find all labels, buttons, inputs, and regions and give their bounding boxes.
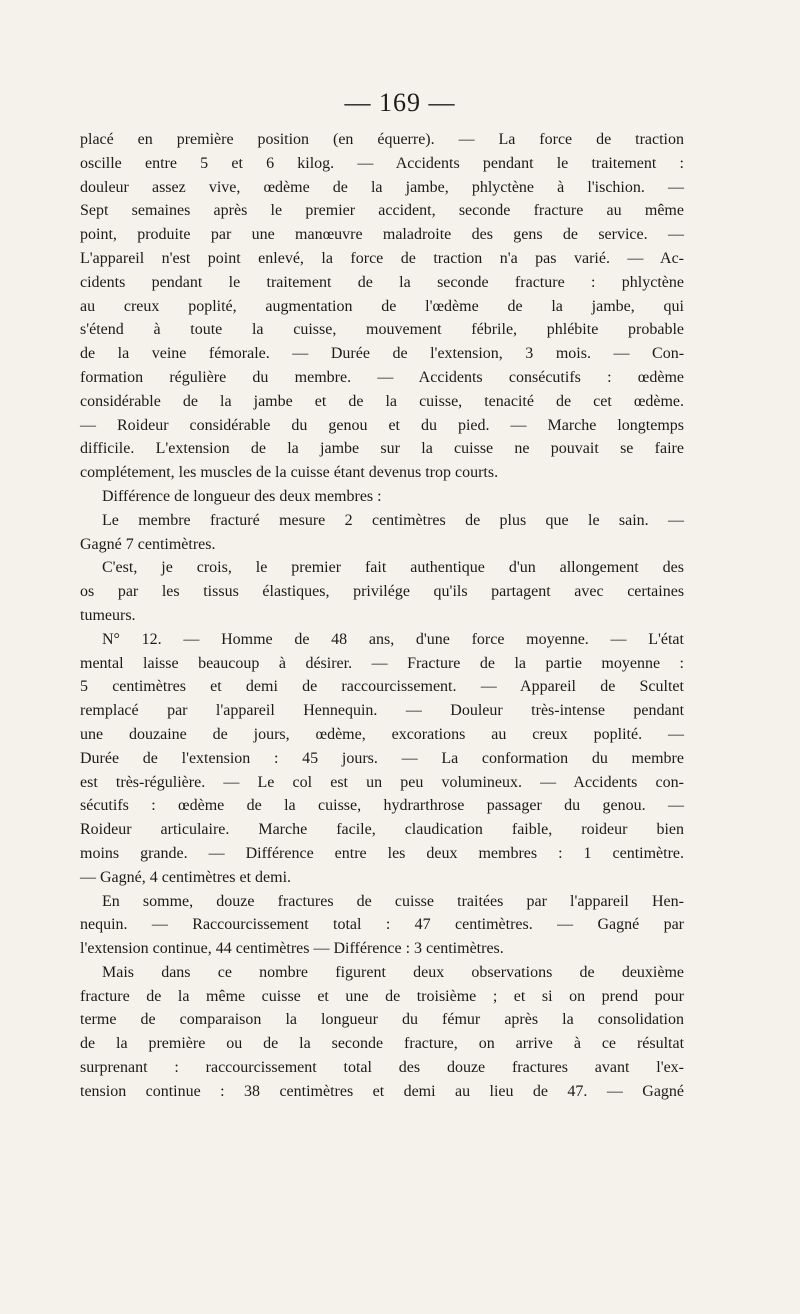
text-line: Différence de longueur des deux membres : [102, 487, 382, 505]
text-line: difficile. L'extension de la jambe sur la cuisse ne pouvait se faire [80, 440, 684, 458]
text-line: En somme, douze fractures de cuisse traitées par l'appareil Hen- [102, 892, 684, 910]
page-number: — 169 — [344, 88, 456, 117]
text-line: s'étend à toute la cuisse, mouvement fébrile, phlébite probable [80, 321, 684, 339]
text-line: surprenant : raccourcissement total des douze fractures avant l'ex- [80, 1059, 685, 1077]
text-line: 5 centimètres et demi de raccourcissement. — Appareil de Scultet [80, 678, 684, 696]
text-line: point, produite par une manœuvre maladroite des gens de service. — [80, 226, 684, 244]
text-line: de la première ou de la seconde fracture, on arrive à ce résultat [80, 1035, 685, 1053]
text-line: fracture de la même cuisse et une de troisième ; et si on prend pour [80, 987, 684, 1005]
text-line: N° 12. — Homme de 48 ans, d'une force moyenne. — L'état [102, 630, 684, 648]
text-line: os par les tissus élastiques, privilége qu'ils partagent avec certaines [80, 583, 685, 601]
text-line: L'appareil n'est point enlevé, la force de traction n'a pas varié. — Ac- [80, 249, 685, 267]
page-body-text [80, 131, 684, 1107]
text-line: oscille entre 5 et 6 kilog. — Accidents pendant le traitement : [80, 154, 684, 172]
text-line: moins grande. — Différence entre les deux membres : 1 centimètre. [80, 844, 685, 862]
text-line: nequin. — Raccourcissement total : 47 centimètres. — Gagné par [80, 916, 684, 934]
text-line: considérable de la jambe et de la cuisse, tenacité de cet œdème. [80, 392, 685, 410]
text-line: douleur assez vive, œdème de la jambe, phlyctène à l'ischion. — [80, 178, 684, 196]
text-line: tumeurs. [80, 606, 136, 624]
text-line: Durée de l'extension : 45 jours. — La conformation du membre [80, 749, 684, 767]
text-line: une douzaine de jours, œdème, excorations au creux poplité. — [80, 725, 684, 743]
text-line: Le membre fracturé mesure 2 centimètres de plus que le sain. — [102, 511, 685, 529]
text-line: — Roideur considérable du genou et du pied. — Marche longtemps [80, 416, 685, 434]
text-line: mental laisse beaucoup à désirer. — Fracture de la partie moyenne : [80, 654, 684, 672]
text-line: remplacé par l'appareil Hennequin. — Douleur très-intense pendant [80, 702, 685, 720]
text-line: Mais dans ce nombre figurent deux observations de deuxième [102, 963, 685, 981]
text-line: terme de comparaison la longueur du fémur après la consolidation [80, 1011, 684, 1029]
text-line: Roideur articulaire. Marche facile, claudication faible, roideur bien [80, 821, 684, 839]
text-line: Gagné 7 centimètres. [80, 535, 216, 553]
text-line: sécutifs : œdème de la cuisse, hydrarthrose passager du genou. — [80, 797, 685, 815]
text-line: placé en première position (en équerre). — La force de traction [80, 131, 684, 148]
text-line: l'extension continue, 44 centimètres — Différence : 3 centimètres. [80, 940, 504, 958]
text-line: — Gagné, 4 centimètres et demi. [80, 868, 292, 886]
text-line: est très-régulière. — Le col est un peu volumineux. — Accidents con- [80, 773, 684, 791]
text-line: au creux poplité, augmentation de l'œdème de la jambe, qui [80, 297, 684, 315]
text-line: C'est, je crois, le premier fait authentique d'un allongement des [102, 559, 684, 577]
text-line: Sept semaines après le premier accident, seconde fracture au même [80, 202, 684, 220]
text-line: formation régulière du membre. — Accidents consécutifs : œdème [80, 368, 685, 386]
text-line: cidents pendant le traitement de la seconde fracture : phlyctène [80, 273, 684, 291]
text-line: tension continue : 38 centimètres et demi au lieu de 47. — Gagné [80, 1082, 685, 1100]
text-line: complétement, les muscles de la cuisse étant devenus trop courts. [80, 464, 499, 482]
text-line: de la veine fémorale. — Durée de l'extension, 3 mois. — Con- [80, 345, 685, 363]
